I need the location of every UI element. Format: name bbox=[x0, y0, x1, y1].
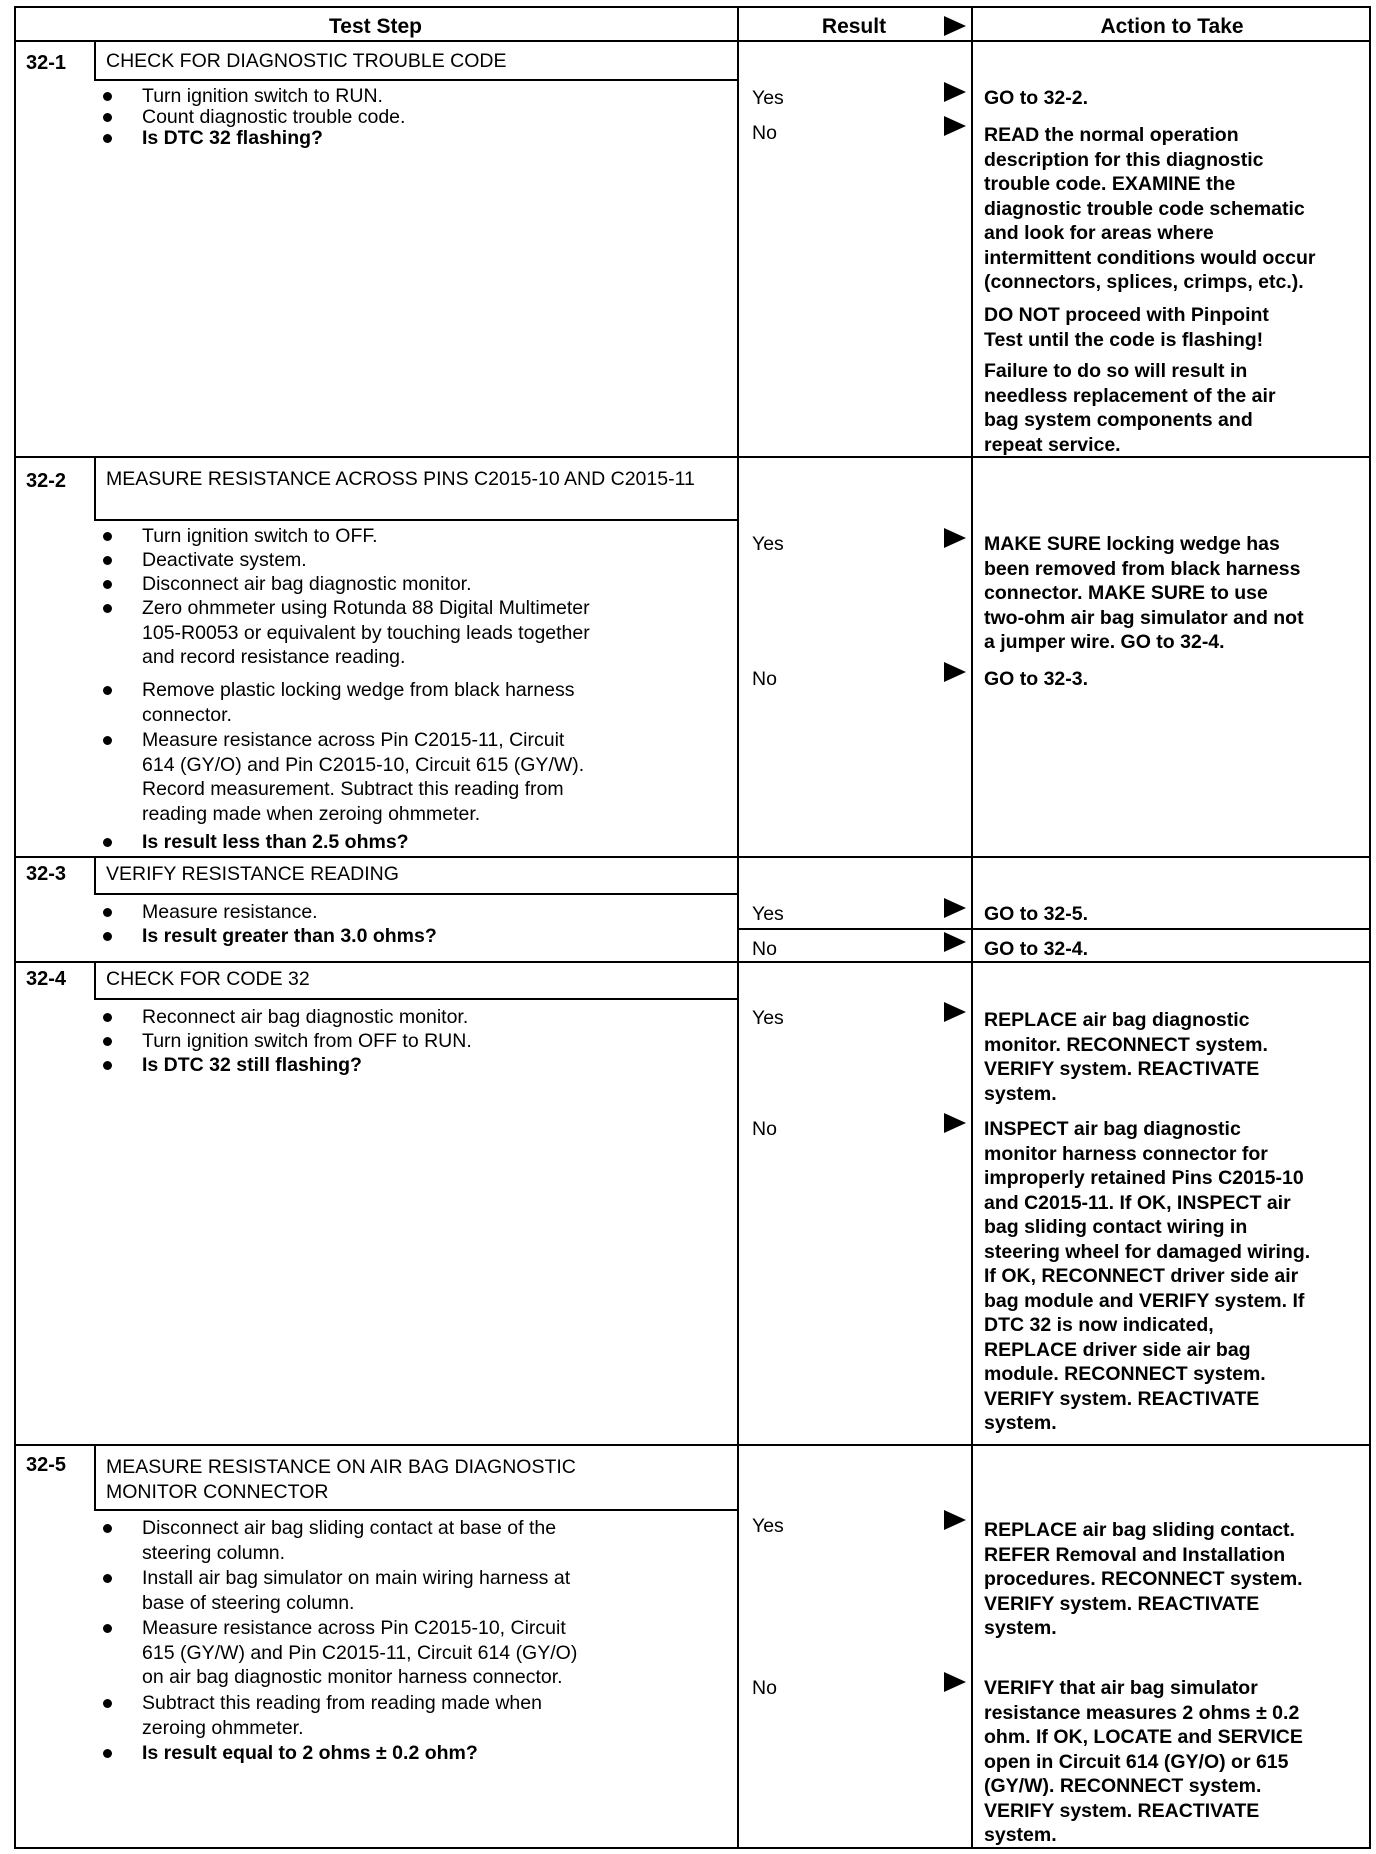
step-instruction: Subtract this reading from reading made when zeroing ohmmeter. bbox=[142, 1692, 542, 1739]
bullet-icon bbox=[103, 604, 112, 613]
step-title: MEASURE RESISTANCE ACROSS PINS C2015-10 AND C2015-11 bbox=[106, 468, 695, 490]
arrow-right-icon bbox=[944, 1672, 966, 1692]
step-instruction: Deactivate system. bbox=[142, 549, 307, 571]
step-title: VERIFY RESISTANCE READING bbox=[106, 863, 399, 885]
step-instruction: Reconnect air bag diagnostic monitor. bbox=[142, 1006, 469, 1028]
step-question: Is DTC 32 still flashing? bbox=[142, 1054, 362, 1076]
result-label: Yes bbox=[752, 533, 784, 555]
step-instruction: Zero ohmmeter using Rotunda 88 Digital Multimeter 105-R0053 or equivalent by touching leads together and record resistance reading. bbox=[142, 597, 590, 668]
arrow-right-icon bbox=[944, 528, 966, 548]
row-divider bbox=[14, 1444, 1371, 1446]
bullet-icon bbox=[103, 1699, 112, 1708]
result-label: No bbox=[752, 938, 777, 960]
step-id-divider bbox=[94, 963, 96, 999]
arrow-right-icon bbox=[944, 1113, 966, 1133]
step-instruction: Disconnect air bag sliding contact at base of the steering column. bbox=[142, 1517, 557, 1564]
bullet-icon bbox=[103, 1061, 112, 1070]
step-question: Is result equal to 2 ohms ± 0.2 ohm? bbox=[142, 1742, 478, 1764]
step-instruction: Count diagnostic trouble code. bbox=[142, 106, 406, 128]
bullet-icon bbox=[103, 113, 112, 122]
step-title-underline bbox=[94, 893, 739, 895]
header-action: Action to Take bbox=[1100, 15, 1244, 38]
step-title-underline bbox=[94, 998, 739, 1000]
step-instruction: Turn ignition switch from OFF to RUN. bbox=[142, 1030, 472, 1052]
step-question: Is DTC 32 flashing? bbox=[142, 127, 323, 149]
step-instruction: Measure resistance across Pin C2015-11, Circuit 614 (GY/O) and Pin C2015-10, Circuit 615 (GY/W). Record measurement. Subtract this reading from reading made when zeroing ohmmeter. bbox=[142, 729, 585, 825]
result-label: No bbox=[752, 122, 777, 144]
header-divider bbox=[14, 40, 1371, 42]
step-instruction: Turn ignition switch to OFF. bbox=[142, 525, 378, 547]
result-divider bbox=[739, 928, 1371, 930]
row-divider bbox=[14, 961, 1371, 963]
bullet-icon bbox=[103, 580, 112, 589]
step-question: Is result greater than 3.0 ohms? bbox=[142, 925, 437, 947]
bullet-icon bbox=[103, 1037, 112, 1046]
bullet-icon bbox=[103, 1624, 112, 1633]
action-text: GO to 32-4. bbox=[984, 938, 1089, 960]
arrow-right-icon bbox=[944, 662, 966, 682]
bullet-icon bbox=[103, 838, 112, 847]
action-text: REPLACE air bag sliding contact. REFER Removal and Installation procedures. RECONNECT system. VERIFY system. REACTIVATE system. bbox=[984, 1519, 1303, 1639]
step-id-divider bbox=[94, 458, 96, 520]
step-id: 32-5 bbox=[26, 1454, 67, 1476]
step-id-divider bbox=[94, 858, 96, 894]
step-title-underline bbox=[94, 519, 739, 521]
bullet-icon bbox=[103, 1013, 112, 1022]
action-text: READ the normal operation description for this diagnostic trouble code. EXAMINE the diagnostic trouble code schematic and look for areas where intermittent conditions would occur (connectors, splices, crimps, etc.). bbox=[984, 124, 1316, 293]
step-instruction: Measure resistance across Pin C2015-10, Circuit 615 (GY/W) and Pin C2015-11, Circuit 614 (GY/O) on air bag diagnostic monitor harness connector. bbox=[142, 1617, 578, 1688]
bullet-icon bbox=[103, 134, 112, 143]
step-title: CHECK FOR DIAGNOSTIC TROUBLE CODE bbox=[106, 50, 507, 72]
arrow-right-icon bbox=[944, 898, 966, 918]
result-label: Yes bbox=[752, 87, 784, 109]
bullet-icon bbox=[103, 1574, 112, 1583]
bullet-icon bbox=[103, 932, 112, 941]
action-text: DO NOT proceed with Pinpoint Test until the code is flashing! bbox=[984, 304, 1269, 351]
step-title-underline bbox=[94, 79, 739, 81]
arrow-right-icon bbox=[944, 1002, 966, 1022]
step-title: CHECK FOR CODE 32 bbox=[106, 968, 310, 990]
result-label: No bbox=[752, 1677, 777, 1699]
step-title: MEASURE RESISTANCE ON AIR BAG DIAGNOSTIC MONITOR CONNECTOR bbox=[106, 1456, 576, 1503]
row-divider bbox=[14, 856, 1371, 858]
step-id: 32-1 bbox=[26, 52, 67, 74]
step-id-divider bbox=[94, 42, 96, 80]
step-instruction: Install air bag simulator on main wiring harness at base of steering column. bbox=[142, 1567, 571, 1614]
step-instruction: Remove plastic locking wedge from black harness connector. bbox=[142, 679, 575, 726]
result-label: No bbox=[752, 1118, 777, 1140]
action-text: Failure to do so will result in needless replacement of the air bag system components and repeat service. bbox=[984, 360, 1276, 456]
step-id: 32-3 bbox=[26, 863, 67, 885]
bullet-icon bbox=[103, 532, 112, 541]
result-label: Yes bbox=[752, 1515, 784, 1537]
arrow-right-icon bbox=[944, 932, 966, 952]
action-text: MAKE SURE locking wedge has been removed from black harness connector. MAKE SURE to use two-ohm air bag simulator and not a jumper wire. GO to 32-4. bbox=[984, 533, 1304, 653]
header-test-step: Test Step bbox=[329, 15, 422, 38]
action-text: REPLACE air bag diagnostic monitor. RECONNECT system. VERIFY system. REACTIVATE system. bbox=[984, 1009, 1268, 1105]
arrow-right-icon bbox=[944, 116, 966, 136]
step-id: 32-4 bbox=[26, 968, 67, 990]
diagnostic-table bbox=[14, 6, 1371, 1849]
step-question: Is result less than 2.5 ohms? bbox=[142, 831, 409, 853]
action-text: GO to 32-3. bbox=[984, 668, 1089, 690]
step-id: 32-2 bbox=[26, 470, 67, 492]
bullet-icon bbox=[103, 1524, 112, 1533]
bullet-icon bbox=[103, 736, 112, 745]
bullet-icon bbox=[103, 908, 112, 917]
action-text: GO to 32-2. bbox=[984, 87, 1089, 109]
bullet-icon bbox=[103, 92, 112, 101]
row-divider bbox=[14, 456, 1371, 458]
action-text: VERIFY that air bag simulator resistance measures 2 ohms ± 0.2 ohm. If OK, LOCATE and SERVICE open in Circuit 614 (GY/O) or 615 (GY/W). RECONNECT system. VERIFY system. REACTIVATE system. bbox=[984, 1677, 1303, 1846]
step-instruction: Disconnect air bag diagnostic monitor. bbox=[142, 573, 472, 595]
action-text: INSPECT air bag diagnostic monitor harness connector for improperly retained Pins C2015-10 and C2015-11. If OK, INSPECT air bag sliding contact wiring in steering wheel for damaged wiring. If OK, RECONNECT driver side air bag module and VERIFY system. If DTC 32 is now indicated, REPLACE driver side air bag module. RECONNECT system. VERIFY system. REACTIVATE system. bbox=[984, 1118, 1311, 1434]
bullet-icon bbox=[103, 1749, 112, 1758]
step-instruction: Turn ignition switch to RUN. bbox=[142, 85, 383, 107]
arrow-right-icon bbox=[944, 1510, 966, 1530]
arrow-right-icon bbox=[944, 82, 966, 102]
header-arrow-icon bbox=[944, 16, 966, 36]
header-result: Result bbox=[821, 15, 887, 38]
bullet-icon bbox=[103, 556, 112, 565]
action-text: GO to 32-5. bbox=[984, 903, 1089, 925]
result-label: Yes bbox=[752, 1007, 784, 1029]
step-id-divider bbox=[94, 1446, 96, 1510]
result-label: No bbox=[752, 668, 777, 690]
bullet-icon bbox=[103, 686, 112, 695]
result-label: Yes bbox=[752, 903, 784, 925]
step-title-underline bbox=[94, 1509, 739, 1511]
step-instruction: Measure resistance. bbox=[142, 901, 318, 923]
